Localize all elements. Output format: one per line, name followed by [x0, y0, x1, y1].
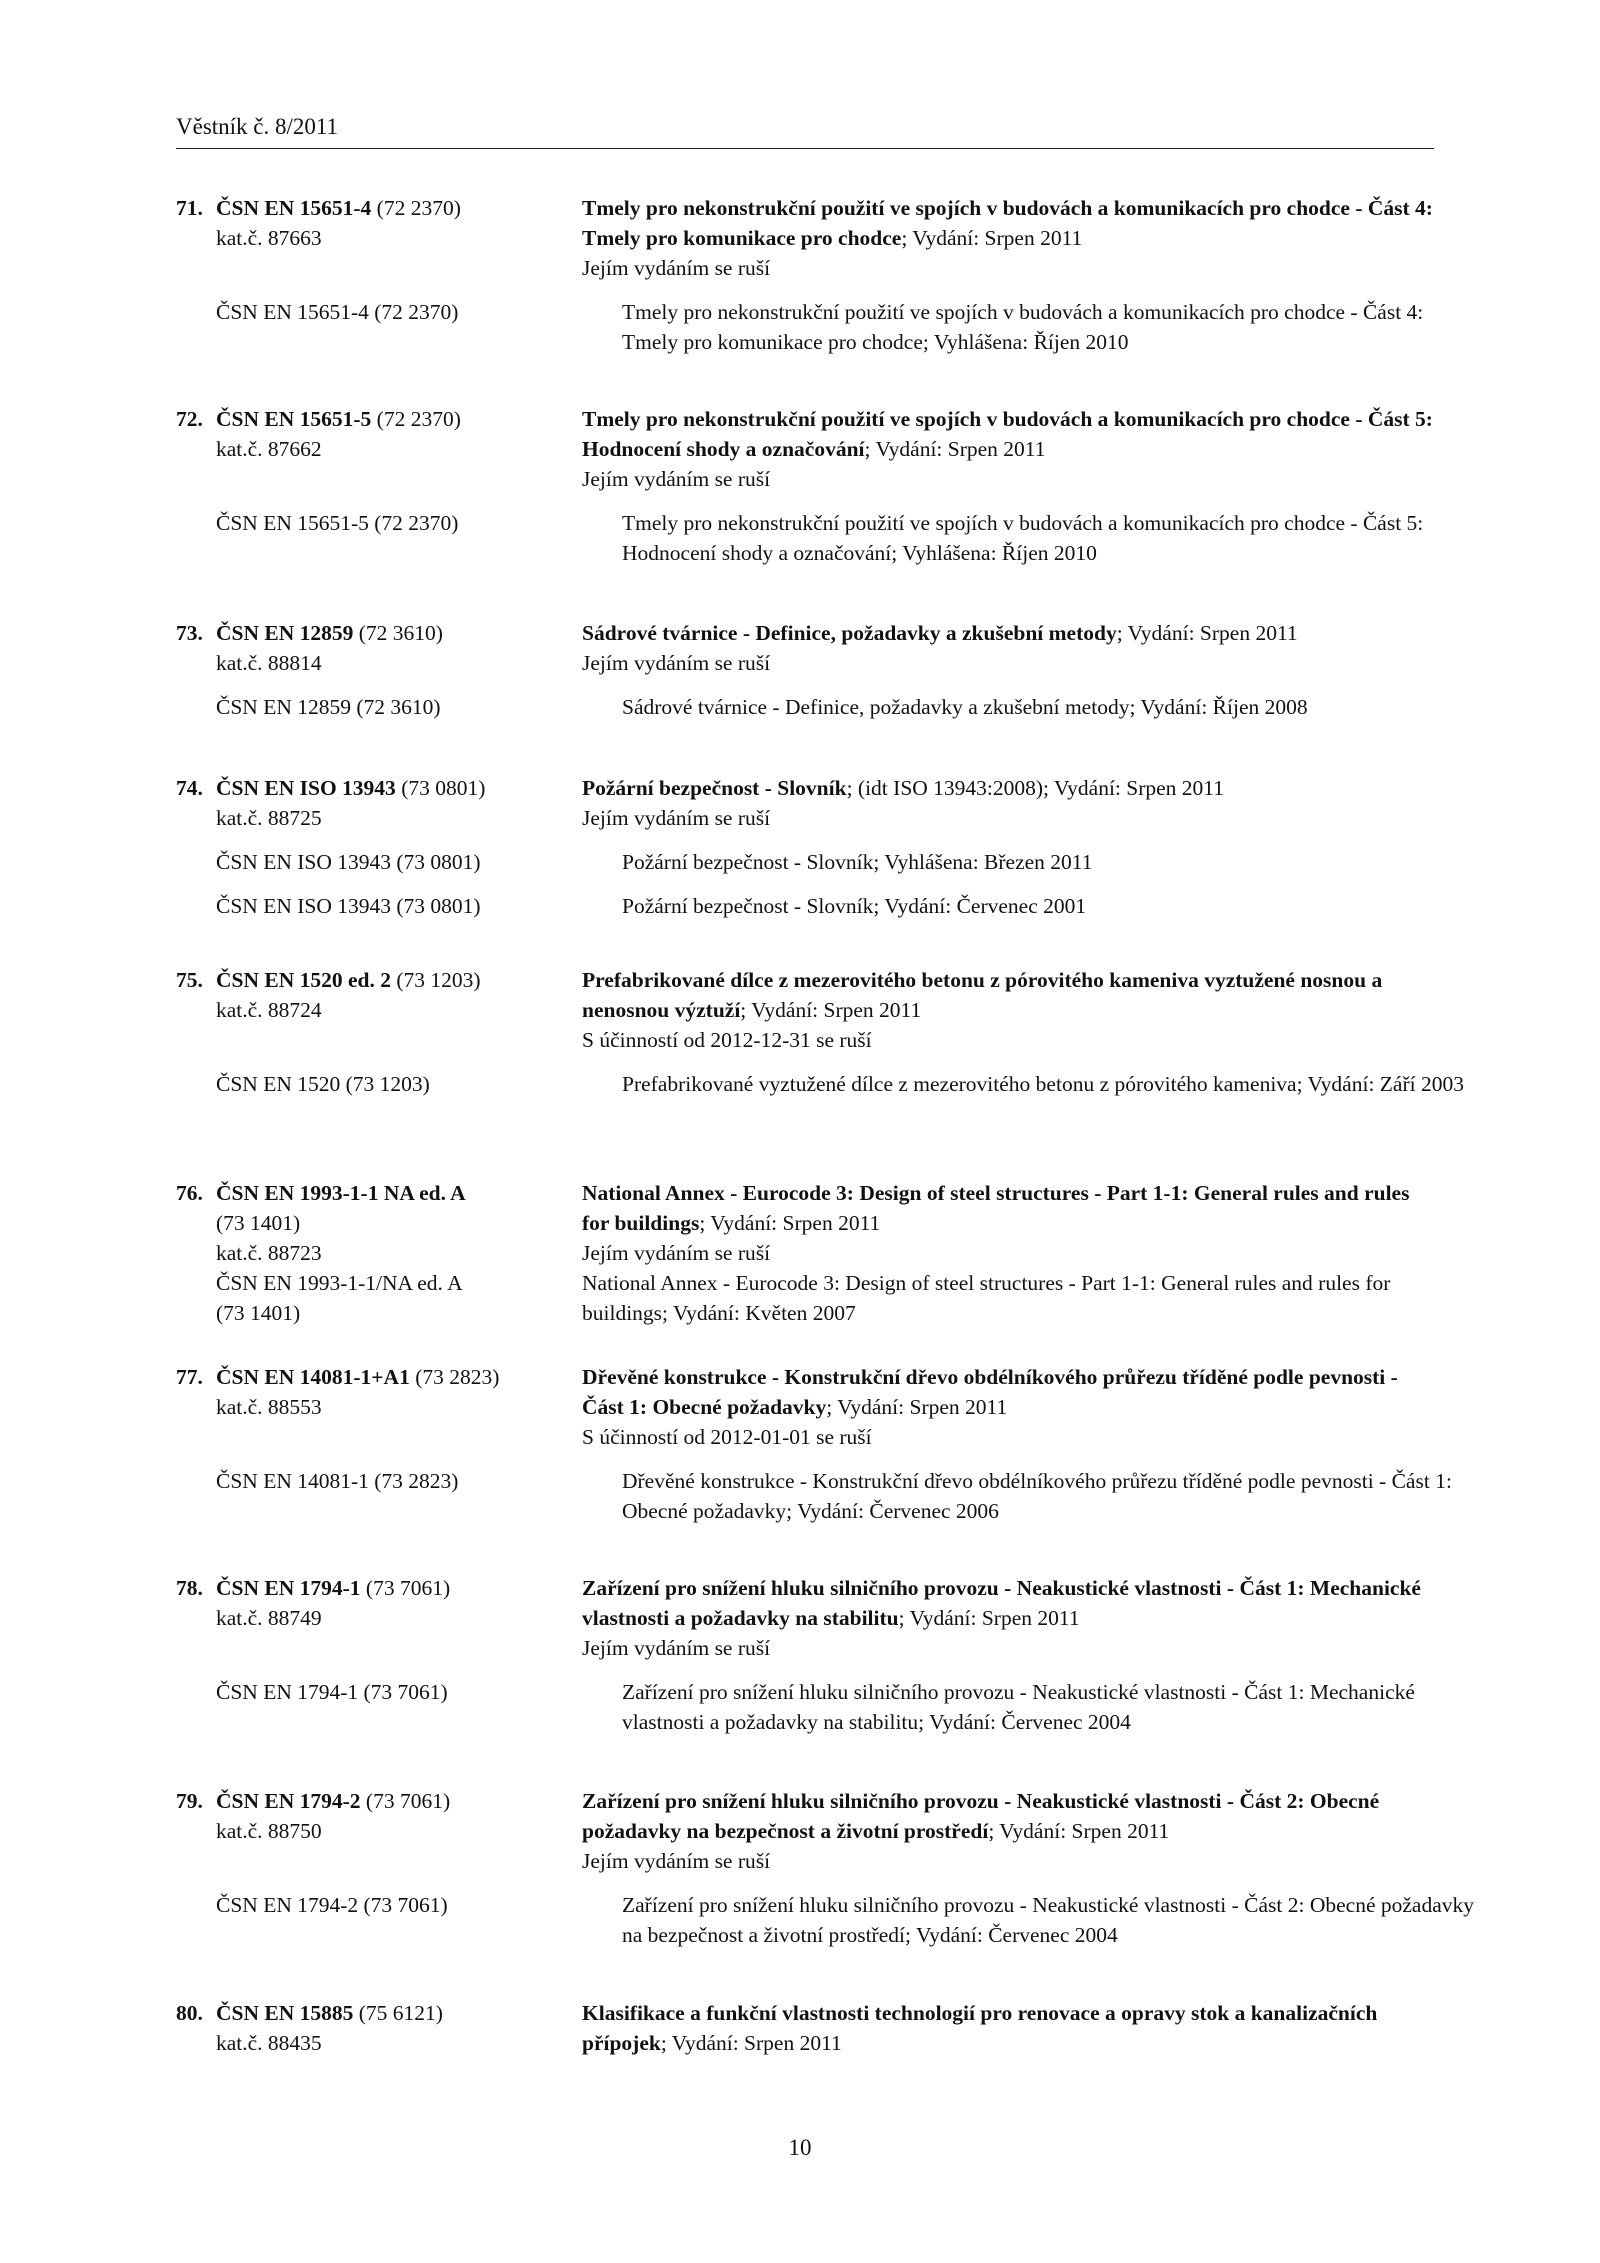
entry-number: 78. [176, 1576, 203, 1600]
standard-entry [176, 618, 1434, 722]
replaced-standard-text: Zařízení pro snížení hluku silničního provozu - Neakustické vlastnosti - Část 2: Obecné požadavky na bezpečnost a životní prostředí; Vydání: Červenec 2004 [622, 1893, 1475, 1947]
replaced-standard-code: ČSN EN 1520 (73 1203) [216, 1072, 430, 1096]
issue-info: ; Vydání: Srpen 2011 [988, 1819, 1170, 1843]
replaced-standard-code: ČSN EN 12859 (72 3610) [216, 695, 441, 719]
replaced-standard-text: Požární bezpečnost - Slovník; Vyhlášena: Březen 2011 [622, 850, 1093, 874]
standard-code: ČSN EN 1794-2 [216, 1789, 361, 1813]
status-note: Jejím vydáním se ruší [582, 256, 771, 280]
status-note: Jejím vydáním se ruší [582, 1849, 771, 1873]
entry-number: 75. [176, 968, 203, 992]
replaced-standard-code: ČSN EN ISO 13943 (73 0801) [216, 850, 481, 874]
standard-entry [176, 773, 1434, 921]
standard-entry [176, 1362, 1452, 1526]
standard-title: Zařízení pro snížení hluku silničního provozu - Neakustické vlastnosti - Část 1: Mechanické vlastnosti a požadavky na stabilitu [582, 1576, 1421, 1630]
standard-entry [176, 1998, 1434, 2058]
entry-number: 77. [176, 1365, 203, 1389]
classification-code: (73 2823) [409, 1365, 500, 1389]
replaced-standard-code: ČSN EN 1794-2 (73 7061) [216, 1893, 448, 1917]
standard-title: Prefabrikované dílce z mezerovitého betonu z pórovitého kameniva vyztužené nosnou a nenosnou výztuží [582, 968, 1383, 1022]
issue-info: ; (idt ISO 13943:2008); Vydání: Srpen 2011 [846, 776, 1225, 800]
classification-code: (73 1401) [216, 1211, 301, 1235]
standard-code: ČSN EN 15651-4 [216, 196, 372, 220]
status-note: S účinností od 2012-12-31 se ruší [582, 1028, 872, 1052]
status-note: Jejím vydáním se ruší [582, 1636, 771, 1660]
replaced-standard-text: Tmely pro nekonstrukční použití ve spojích v budovách a komunikacích pro chodce - Část 5: Hodnocení shody a označování; Vyhlášena: Říjen 2010 [622, 511, 1424, 565]
issue-info: ; Vydání: Srpen 2011 [1116, 621, 1298, 645]
standard-code: ČSN EN ISO 13943 [216, 776, 396, 800]
standard-title: Dřevěné konstrukce - Konstrukční dřevo obdélníkového průřezu tříděné podle pevnosti - Část 1: Obecné požadavky [582, 1365, 1398, 1419]
standard-entry [176, 1573, 1434, 1737]
standard-entry [176, 965, 1464, 1099]
standard-title: Tmely pro nekonstrukční použití ve spojích v budovách a komunikacích pro chodce - Část 5: Hodnocení shody a označování [582, 407, 1433, 461]
replaced-standard-code: ČSN EN 14081-1 (73 2823) [216, 1469, 459, 1493]
page-number: 10 [788, 2135, 812, 2160]
standard-entry [176, 1178, 1434, 1328]
classification-code: (75 6121) [353, 2001, 443, 2025]
standard-entry [176, 193, 1434, 357]
replaced-standard-text: National Annex - Eurocode 3: Design of steel structures - Part 1-1: General rules and rules for buildings; Vydání: Květen 2007 [582, 1271, 1391, 1325]
standard-code: ČSN EN 12859 [216, 621, 354, 645]
standard-entry [176, 404, 1434, 568]
standard-title: Požární bezpečnost - Slovník [582, 776, 847, 800]
entry-number: 71. [176, 196, 203, 220]
issue-info: ; Vydání: Srpen 2011 [826, 1395, 1008, 1419]
standard-code: ČSN EN 15651-5 [216, 407, 372, 431]
replaced-standard-text: Sádrové tvárnice - Definice, požadavky a zkušební metody; Vydání: Říjen 2008 [622, 695, 1308, 719]
standard-title: Zařízení pro snížení hluku silničního provozu - Neakustické vlastnosti - Část 2: Obecné požadavky na bezpečnost a životní prostředí [582, 1789, 1380, 1843]
issue-info: ; Vydání: Srpen 2011 [699, 1211, 881, 1235]
status-note: Jejím vydáním se ruší [582, 651, 771, 675]
entry-number: 76. [176, 1181, 203, 1205]
standard-code: ČSN EN 1993-1-1 NA ed. A [216, 1181, 466, 1205]
entry-number: 73. [176, 621, 203, 645]
standard-code: ČSN EN 14081-1+A1 [216, 1365, 410, 1389]
catalog-number: kat.č. 88725 [216, 806, 322, 830]
catalog-number: kat.č. 88723 [216, 1241, 322, 1265]
entry-number: 79. [176, 1789, 203, 1813]
standard-title: Sádrové tvárnice - Definice, požadavky a zkušební metody [582, 621, 1117, 645]
classification-code: (73 0801) [395, 776, 486, 800]
entry-number: 74. [176, 776, 203, 800]
bulletin-title: Věstník č. 8/2011 [176, 114, 339, 139]
replaced-standard-code: ČSN EN 1993-1-1/NA ed. A [216, 1271, 463, 1295]
replaced-standard-code: ČSN EN 15651-5 (72 2370) [216, 511, 459, 535]
issue-info: ; Vydání: Srpen 2011 [740, 998, 922, 1022]
replaced-standard-code: ČSN EN 1794-1 (73 7061) [216, 1680, 448, 1704]
standard-code: ČSN EN 1794-1 [216, 1576, 361, 1600]
classification-code: (72 3610) [353, 621, 443, 645]
issue-info: ; Vydání: Srpen 2011 [898, 1606, 1080, 1630]
issue-info: ; Vydání: Srpen 2011 [901, 226, 1083, 250]
catalog-number: kat.č. 87663 [216, 226, 322, 250]
replaced-standard-text: Požární bezpečnost - Slovník; Vydání: Červenec 2001 [622, 894, 1087, 918]
standard-entry [176, 1786, 1475, 1950]
issue-info: ; Vydání: Srpen 2011 [864, 437, 1046, 461]
standard-code: ČSN EN 15885 [216, 2001, 354, 2025]
classification-code: (72 2370) [371, 407, 461, 431]
status-note: S účinností od 2012-01-01 se ruší [582, 1425, 872, 1449]
entry-number: 80. [176, 2001, 203, 2025]
standard-code: ČSN EN 1520 ed. 2 [216, 968, 392, 992]
replaced-standard-text: Tmely pro nekonstrukční použití ve spojích v budovách a komunikacích pro chodce - Část 4: Tmely pro komunikace pro chodce; Vyhlášena: Říjen 2010 [622, 300, 1424, 354]
classification-code: (73 1203) [391, 968, 481, 992]
classification-code: (73 7061) [360, 1789, 451, 1813]
classification-code: (72 2370) [371, 196, 461, 220]
catalog-number: kat.č. 88435 [216, 2031, 322, 2055]
catalog-number: kat.č. 88814 [216, 651, 322, 675]
replaced-standard-code: ČSN EN 15651-4 (72 2370) [216, 300, 459, 324]
replaced-standard-text: Prefabrikované vyztužené dílce z mezerovitého betonu z pórovitého kameniva; Vydání: Září 2003 [622, 1072, 1464, 1096]
status-note: Jejím vydáním se ruší [582, 1241, 771, 1265]
catalog-number: kat.č. 88749 [216, 1606, 322, 1630]
status-note: Jejím vydáním se ruší [582, 806, 771, 830]
catalog-number: kat.č. 88724 [216, 998, 322, 1022]
catalog-number: kat.č. 88553 [216, 1395, 322, 1419]
replaced-standard-text: Dřevěné konstrukce - Konstrukční dřevo obdélníkového průřezu tříděné podle pevnosti - Část 1: Obecné požadavky; Vydání: Červenec 2006 [622, 1469, 1452, 1523]
replaced-classification-code: (73 1401) [216, 1301, 301, 1325]
catalog-number: kat.č. 88750 [216, 1819, 322, 1843]
status-note: Jejím vydáním se ruší [582, 467, 771, 491]
replaced-standard-code: ČSN EN ISO 13943 (73 0801) [216, 894, 481, 918]
issue-info: ; Vydání: Srpen 2011 [660, 2031, 842, 2055]
standard-title: National Annex - Eurocode 3: Design of steel structures - Part 1-1: General rules and rules for buildings [582, 1181, 1410, 1235]
replaced-standard-text: Zařízení pro snížení hluku silničního provozu - Neakustické vlastnosti - Část 1: Mechanické vlastnosti a požadavky na stabilitu; Vydání: Červenec 2004 [622, 1680, 1415, 1734]
catalog-number: kat.č. 87662 [216, 437, 322, 461]
entry-number: 72. [176, 407, 203, 431]
page-header [176, 108, 1434, 149]
standard-title: Tmely pro nekonstrukční použití ve spojích v budovách a komunikacích pro chodce - Část 4: Tmely pro komunikace pro chodce [582, 196, 1433, 250]
classification-code: (73 7061) [360, 1576, 451, 1600]
standard-title: Klasifikace a funkční vlastnosti technologií pro renovace a opravy stok a kanalizačních přípojek [582, 2001, 1378, 2055]
